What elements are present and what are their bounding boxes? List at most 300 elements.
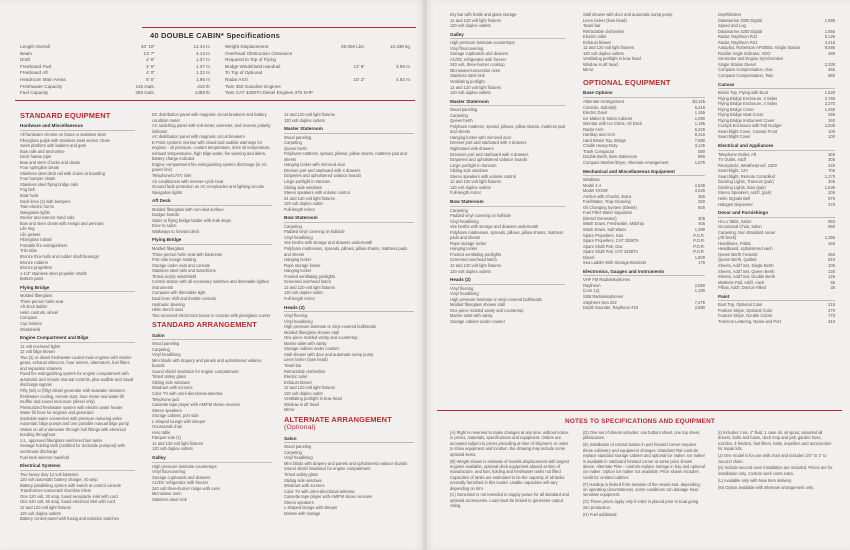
list-item: 120 volt duplex outlet: [284, 290, 323, 296]
list-item: High pressure laminate or vinyl-covered bulkheads: [450, 296, 542, 302]
spec-cell: [325, 84, 365, 91]
spec-row: [225, 57, 415, 64]
list-item: 12 and 120 volt light fixtures: [583, 45, 634, 51]
item-label: Receptacle, Weatherproof, 120V: [718, 162, 778, 168]
list-item: Window in aft head: [583, 61, 618, 67]
standard-equipment-heading: STANDARD EQUIPMENT: [20, 111, 111, 120]
list-item: Battery paralleling system with switch at control console: [20, 482, 122, 488]
list-item: Stainless steel deck rail with chairs at boarding: [20, 170, 105, 176]
aft-deck-list: [152, 207, 272, 235]
list-item: Padded vinyl covering on hullside: [450, 213, 511, 219]
spec-cell: Draft: [20, 57, 30, 63]
list-item: Storage cupboards and drawers: [450, 51, 509, 57]
list-item: Microwave oven: [152, 491, 182, 497]
list-item: 120 volt duplex outlets: [583, 50, 624, 56]
item-price: 1,390: [694, 227, 705, 232]
item-price: 1,155: [694, 110, 705, 116]
list-item: Carpeting: [450, 112, 468, 118]
item-label: Bimini Top, Flying with Boot: [718, 90, 768, 96]
item-label: Flying Bridge Enclosure, 4 Sides: [718, 101, 778, 107]
list-item: Air conditioners with reverse-cycle heat: [152, 178, 224, 184]
list-item: Fiberglass rubrail: [20, 237, 52, 243]
spec-row: [20, 44, 220, 51]
item-price: P.O.R.: [693, 243, 705, 249]
spec-row: [20, 70, 220, 77]
optional-column-5: [583, 12, 705, 311]
flying-bridge-list-2: [152, 246, 272, 318]
item-label: Depth Sounder, Raytheon #10: [583, 305, 639, 311]
notes-column-1: [450, 430, 570, 510]
item-price: 465: [698, 221, 705, 227]
list-item: Vinyl headlining: [450, 291, 479, 297]
item-label: Raytheon: [583, 282, 601, 288]
list-item: Water fill hose for engines and generator: [20, 410, 94, 416]
list-item: Bronze propellers: [20, 265, 53, 271]
item-price: P.O.R.: [693, 232, 705, 238]
electrical-continued-list: [152, 112, 272, 195]
note-paragraph: (M) Option available with alternate arrangement only.: [718, 484, 814, 490]
list-item: Electric toilet: [583, 34, 607, 40]
spec-cell: 13,438 kg: [389, 44, 410, 49]
item-price: 175: [698, 260, 705, 266]
list-item: Tinted safety glass: [152, 374, 186, 380]
list-item: Telephone/CATV inlet: [152, 173, 192, 179]
item-label: Ice Maker in Salon Cabinet: [583, 115, 633, 121]
base-options-list: [583, 99, 705, 166]
list-item: Retractable clothesline: [284, 368, 326, 374]
item-price: 305: [698, 215, 705, 221]
item-price: 305: [828, 157, 835, 163]
item-price: 3,270: [824, 101, 835, 107]
spec-cell: Twin CAT 3208TA Diesel Engines 375 SHP: [225, 90, 313, 96]
item-price: 845: [698, 204, 705, 210]
priced-item: [583, 260, 705, 266]
list-item: 12 and 120 volt light fixtures: [152, 440, 203, 446]
list-item: DC distribution panel with magnetic circuit breakers and battery condition meter: [152, 112, 267, 123]
item-price: 570: [828, 195, 835, 201]
list-item: Fiberglass pulpit with stainless steel anchor chute: [20, 137, 110, 143]
list-item: Door to salon: [152, 223, 177, 229]
list-item: Electric toilet: [284, 374, 308, 380]
item-price: 4,415: [824, 39, 835, 45]
list-item: Linen locker (bow head): [284, 357, 328, 363]
spec-cell: To Top of Optional: [225, 70, 262, 76]
list-item: Bow and stern cleats with ensign and pennant: [20, 220, 104, 226]
item-price: 850: [828, 218, 835, 224]
note-paragraph: (A) Right is reserved to make changes at any time, without notice, in prices, materials, specifications and equipment. Orders are accepted subject to prices prevailing at time of shipment. In order to show equipment and location, the drawing may include some optional items.: [450, 430, 570, 457]
item-label: Datamarine 3200 Digital: [718, 28, 762, 34]
item-price: 270: [828, 201, 835, 207]
list-item: Vinyl headlining: [284, 455, 313, 461]
item-price: 1,090: [694, 115, 705, 121]
spec-row: [20, 77, 220, 84]
item-label: Flying Bridge Enclosure, 3 Sides: [718, 95, 778, 101]
list-item: Towel bar: [284, 362, 302, 368]
item-label: Hardtop and Arch: [583, 132, 615, 138]
engine-list: [20, 344, 135, 460]
item-label: Flying Bridge Cover: [718, 106, 754, 112]
item-price: 100: [828, 128, 835, 134]
item-price: 165: [828, 240, 835, 246]
item-price: 265: [828, 151, 835, 157]
item-label: TV Outlet, Add'l: [718, 157, 747, 163]
list-item: Wood paneling: [284, 444, 312, 450]
list-item: Fifty (50) or (fifty) diesel generator with seawater strainers, freshwater cooling, remote start, hour meter and water lift muffler and sound enclosure (diesel only): [20, 388, 126, 405]
list-item: Vinyl headlining: [152, 352, 181, 358]
alt-galley-list: [450, 40, 565, 95]
list-item: Vinyl headlining: [284, 234, 313, 240]
note-paragraph: (K) Include second oven installation are included. Prices are for installation only. Custom work costs extra.: [718, 465, 833, 476]
spec-cell: 4' 6": [146, 63, 155, 69]
alt-heads-list: [450, 286, 565, 325]
item-label: Autopilot, Robertson AP200DL-Single Station: [718, 45, 801, 51]
item-price: 890: [698, 154, 705, 160]
item-price: 270: [828, 307, 835, 313]
spec-cell: Required to Top of Flying: [225, 57, 276, 63]
item-price: 305: [828, 179, 835, 185]
standard-equipment-column: [20, 112, 135, 522]
list-item: One piece molded vanity and countertop: [284, 335, 358, 341]
spec-cell: 29,600 Lbs.: [340, 44, 365, 49]
item-label: Spare Propellers, Gas: [583, 232, 624, 238]
list-item: Sewage holding tank (certified for dockside pumpout) with overboard discharge: [20, 443, 125, 455]
item-label: Transom Lettering, Name and Port: [718, 318, 781, 324]
item-price: 1,260: [824, 106, 835, 112]
item-label: Radar, Raytheon R41: [718, 34, 758, 40]
spec-cell: 1359 ltr: [194, 90, 210, 96]
spec-cell: [325, 51, 365, 58]
alt-galley-heading: Galley: [450, 32, 565, 40]
list-item: Vinyl headlining: [450, 218, 479, 224]
list-item: Dockside water connection with pressure reducing valve: [20, 415, 122, 421]
list-item: Queen berth: [450, 118, 473, 124]
list-item: Bottom paint: [20, 276, 43, 282]
item-price: 265: [698, 193, 705, 199]
list-item: 12 and 120 volt light fixtures: [450, 17, 501, 23]
list-item: 120 volt duplex outlet: [284, 201, 323, 207]
list-item: 12 and 120 volt light fixtures: [450, 179, 501, 185]
item-price: 770: [828, 313, 835, 319]
salon-continued-list: [450, 12, 565, 29]
spec-cell: Bridge Windshield Handrail: [225, 63, 281, 69]
item-label: Searchlight Cover: [718, 134, 751, 140]
item-label: Searchlight, 12V: [718, 168, 749, 174]
list-item: Wood paneling: [450, 107, 478, 113]
list-item: Sound shield insulation for engine compartment: [152, 368, 239, 374]
list-item: All hardware chrome on brass or stainless steel: [20, 131, 107, 137]
spec-table-right: [225, 44, 415, 97]
heads-list: [284, 313, 414, 413]
standard-arrangement-heading: STANDARD ARRANGEMENT: [152, 320, 257, 330]
item-label: Hi-Lo Table, Salon: [718, 218, 752, 224]
list-item: Nightstand with drawers: [450, 146, 494, 152]
item-price: 215: [828, 302, 835, 308]
list-item: Storage cabinet under counter: [450, 318, 506, 324]
item-label: Telephone Outlet, Aft: [718, 151, 757, 157]
list-item: Dinette with storage: [284, 510, 321, 516]
list-item: Sliding side windows: [284, 477, 322, 483]
list-item: Marine toilet with vanity: [450, 313, 493, 319]
item-label: Docking Lights, Transom (pair): [718, 179, 774, 185]
spec-cell: [325, 57, 365, 64]
item-label: Headliners, Fabric: [718, 240, 752, 246]
list-item: Screened overhead hatch: [450, 257, 497, 263]
spec-cell: 359 Gals.: [135, 90, 155, 96]
spec-row: [225, 51, 415, 58]
list-item: Draperies and upholstered valance boards: [450, 157, 528, 163]
list-item: Hanging locker: [450, 246, 478, 252]
list-item: Exhaust blower: [284, 379, 312, 385]
list-item: Vee berths with storage and drawers underneath: [450, 224, 539, 230]
list-item: 120 volt duplex outlets: [20, 510, 61, 516]
note-paragraph: (C) Generator is not intended to supply power for all standard and optional accessories. Load must be limited to generator output rating.: [450, 492, 570, 509]
item-price: 205: [828, 190, 835, 196]
item-label: Queen Berth Forward: [718, 251, 758, 257]
item-label: SSB Radiotelephones: [583, 294, 624, 300]
list-item: Bow rails and anchorline: [20, 148, 65, 154]
paint-heading: Paint: [718, 294, 835, 302]
item-label: Sheets, Add'l Set, Double Berth: [718, 274, 776, 280]
list-item: Dock lines (2) with bumpers: [20, 198, 71, 204]
list-item: Trim tabs: [20, 248, 37, 254]
item-label: Sea Ladder With Storage Brackets: [583, 260, 647, 266]
list-item: Mini blinds with drapery and panels and upholstered valance boards: [284, 460, 408, 466]
item-label: Model XXOW: [583, 188, 608, 194]
list-item: Fixed fire extinguishing system for engine compartment with automatic and remote manual controls, plus audible and visual discharge signals: [20, 371, 134, 388]
item-price: 465: [828, 67, 835, 73]
note-paragraph: (E) Installation of control station in port forward corner requires these cabinetry and equipment changes: Standard Flat controls replace standard storage cabinet and optional ice maker. Ice maker is available in starboard forward corner at same price shown above. Alternate Plan - controls replace storage in bay and optional ice maker. Option ice maker not available. Price shown includes credit for omitted cabinet.: [583, 442, 705, 480]
electrical-list: [20, 472, 135, 522]
list-item: Tinted acrylic windshield: [152, 273, 197, 279]
list-item: Marine toilet with vanity: [284, 340, 327, 346]
spec-row: [20, 84, 220, 91]
list-item: Windshield: [20, 326, 41, 332]
item-label: Helm Signals Bell: [718, 195, 751, 201]
list-item: Screened overhead hatch: [284, 279, 331, 285]
item-price: 160: [828, 117, 835, 123]
list-item: Helm bench seat: [152, 307, 183, 313]
item-label: Wet Bar with Ice Chest, Aft Deck: [583, 121, 643, 127]
spec-cell: Twin 350 Gasoline Engines: [225, 83, 281, 89]
list-item: E-Point systems monitor with visual and audible warnings for engines - oil pressure, coolant temperature, drive oil temperature, exhaust temperatures, high bilge water, fire warning and alarm, battery charge indicator: [152, 139, 271, 162]
item-price: 295: [828, 112, 835, 118]
item-label: Hard Bimini Top, Bridge: [583, 137, 626, 143]
list-item: Storage cabinet under counter: [284, 346, 340, 352]
item-price: 130: [828, 268, 835, 274]
list-item: 120 volt duplex outlet: [284, 390, 323, 396]
item-price: 1,635: [824, 184, 835, 190]
item-price: 8,125: [824, 34, 835, 40]
item-label: Diesel: [583, 254, 595, 260]
spec-cell: 1.37 m: [195, 57, 210, 63]
priced-item: [718, 73, 835, 79]
list-item: Vinyl flooring: [284, 313, 308, 319]
item-label: Boot Top, Optional Color: [718, 302, 763, 308]
list-item: Swim platform with ladders and gate: [20, 143, 86, 149]
flying-bridge-heading: Flying Bridge: [20, 285, 135, 293]
list-item: Stainless steel rails and stanchions: [152, 268, 216, 274]
spec-cell: [365, 70, 410, 77]
item-label: Flying Bridge Seat Cover: [718, 112, 764, 118]
list-item: Vinyl floorcovering: [152, 469, 186, 475]
spec-row: [225, 64, 415, 71]
spec-cell: Freeboard Aft: [20, 70, 48, 76]
aft-deck-heading: Aft Deck: [152, 198, 272, 206]
spec-cell: 40' 10": [140, 44, 155, 49]
item-label: Compass Compensation, Gas: [718, 67, 773, 73]
item-price: 580: [698, 148, 705, 154]
priced-item: [583, 305, 705, 311]
spec-cell: Headroom Main Areas: [20, 76, 66, 82]
item-price: 1,995: [824, 17, 835, 23]
spec-cell: 15' 2": [353, 76, 365, 82]
electronics-list: [583, 277, 705, 310]
item-label: Fuel Filter Water Separator: [583, 210, 633, 216]
spec-cell: Overhead Obstruction Clearance: [225, 50, 293, 56]
list-item: 12 and 120 volt light fixtures: [20, 504, 71, 510]
item-price: P.O.R.: [693, 249, 705, 255]
item-price: 7,275: [694, 299, 705, 305]
item-label: Electric Davit: [583, 110, 607, 116]
mechanical-heading: Mechanical and Miscellaneous Equipment: [583, 169, 705, 177]
list-item: 12 and 120 volt light fixtures: [450, 262, 501, 268]
heads-heading: Heads (2): [284, 305, 414, 313]
list-item: Ventilating portlight: [450, 79, 485, 85]
alternate-arrangement-subtitle: (Optional): [284, 424, 316, 432]
list-item: Hanging locker: [284, 268, 312, 274]
list-item: Large portlight in transom: [450, 162, 497, 168]
center-fold: [423, 0, 427, 550]
list-item: Navigation lights: [20, 209, 51, 215]
item-price: 6,415: [694, 104, 705, 110]
spec-cell: 1.22 m: [195, 70, 210, 76]
item-price: 1,255: [824, 235, 835, 241]
list-item: Three person helm seat with backrests: [152, 251, 223, 257]
list-item: 120 volt duplex outlets: [450, 23, 491, 29]
list-item: Hydraulic steering: [152, 301, 185, 307]
electrical-appliances-list: [718, 152, 835, 207]
item-label: Radar, Raytheon R21: [718, 39, 758, 45]
item-label: Speed and Log: [718, 23, 746, 29]
list-item: 120 volt duplex outlets: [450, 268, 491, 274]
list-item: Storage cupboards and drawers: [152, 474, 211, 480]
note-paragraph: (J) One model is for use with chair and includes 3/4" to 1" to Jacuzzi chain.: [718, 453, 827, 464]
spec-cell: [365, 51, 410, 58]
item-price: $3,145: [692, 98, 705, 104]
item-label: Oil Changing System (Diesel): [583, 204, 637, 210]
item-price: 450: [828, 251, 835, 257]
list-item: Carpeting: [284, 223, 302, 229]
item-label: Alternate Arrangement: [583, 98, 624, 104]
list-item: Mirror: [284, 407, 295, 413]
spec-row: [20, 90, 220, 97]
list-item: Fog bell: [20, 187, 35, 193]
list-item: Vinyl flooring: [450, 285, 474, 291]
galley-continued-list: [284, 112, 414, 123]
master-stateroom-list: [284, 135, 414, 213]
standard-column-2: [152, 112, 272, 502]
list-item: 24 and 120 volt light fixtures: [284, 195, 335, 201]
list-item: U.L. approved fiberglass reinforced fuel tanks: [20, 437, 103, 443]
list-item: Bow and stern chocks and cleats: [20, 159, 80, 165]
item-label: Spare Shaft Pair, Gas: [583, 243, 623, 249]
item-price: 3,145: [694, 143, 705, 149]
bow-stateroom-list: [284, 224, 414, 302]
list-item: Hanging locker: [284, 257, 312, 263]
item-label: Generator and Engine Synchronizer: [718, 56, 784, 62]
list-item: Color TV with omni-directional antenna: [284, 488, 355, 494]
item-label: Feature Stripe, Optional Color: [718, 307, 773, 313]
item-price: 4,525: [694, 188, 705, 194]
item-label: Trash Compactor: [583, 148, 615, 154]
list-item: Deck hawse pipe: [20, 154, 52, 160]
spec-cell: 1.37 m: [195, 63, 210, 69]
list-item: Cup holders: [20, 321, 43, 326]
item-price: 680: [828, 224, 835, 230]
note-paragraph: (G) These prices apply only if order is placed prior to boat going into production.: [583, 499, 699, 510]
item-price: 65: [830, 279, 835, 285]
list-item: Stereo speakers with volume control: [450, 173, 516, 179]
electrical-heading: Electrical Systems: [20, 463, 135, 471]
list-item: Wood paneling: [152, 341, 180, 347]
spec-bottom-rule: [15, 100, 415, 101]
item-label: Spare Propellers, CAT 3208TA: [583, 238, 639, 244]
list-item: 240 volt three-burner range with oven: [152, 485, 221, 491]
note-paragraph: (L) Available only with New Item delivery.: [718, 477, 793, 483]
galley-heading: Galley: [152, 455, 272, 463]
item-price: 7,880: [694, 137, 705, 143]
list-item: Large portlight in transom: [284, 179, 331, 185]
list-item: Windows with screens: [152, 385, 193, 391]
item-price: 8,315: [694, 132, 705, 138]
list-item: Sound shield insulation for engine compartment: [284, 466, 371, 472]
item-label: (Diesel Generator): [583, 215, 617, 221]
list-item: AC/DC refrigerator with freezer: [450, 56, 507, 62]
spec-cell: [365, 90, 410, 97]
electronics-heading: Electronics, Gauges and Instruments: [583, 269, 705, 277]
flying-bridge-list: [20, 293, 135, 332]
list-item: Four bumper cleats: [20, 176, 56, 182]
alt-master-list: [450, 107, 565, 196]
base-options-heading: Base Options: [583, 90, 705, 98]
item-label: Anchor with Chocks, Extra: [583, 193, 632, 199]
item-price: 1,195: [694, 121, 705, 127]
list-item: Window in aft head: [284, 401, 319, 407]
list-item: 12 and 120 volt light fixtures: [450, 84, 501, 90]
list-item: Carpeting: [284, 140, 302, 146]
list-item: 1-1/4" stainless steel propeller shafts: [20, 270, 87, 276]
list-item: 12 volt enclosed lights: [20, 343, 61, 349]
spec-cell: [365, 57, 410, 64]
list-item: Full-length mirror: [284, 295, 315, 301]
list-item: Stall shower with door and automatic sump pump: [284, 351, 374, 357]
list-item: Ventilating portlight in bow head: [284, 396, 342, 402]
item-label: Windlass: [583, 177, 600, 183]
item-price: 2,535: [694, 182, 705, 188]
item-price: 9,590: [824, 45, 835, 51]
item-label: Stereo Speakers, Add'l, (pair): [718, 190, 772, 196]
spec-row: [225, 70, 415, 77]
priced-item: [718, 202, 835, 208]
item-price: 1,180: [694, 288, 705, 294]
list-item: 12 and 120 volt light fixtures: [284, 112, 335, 117]
note-paragraph: (B) Weight shown is estimate of models displacement with largest engines available, optional deck equipment aboard at time of manufacture, and fuel, holding and freshwater tanks not filled. Capacities of tanks are estimated to be the capacity of all tanks normally furnished in this model. Usable capacities will vary depending on trim.: [450, 458, 569, 491]
note-paragraph: (F) Hardtop is limited from aeration of the vessel and, depending on operating circumstances, some conditions can damage heat-sensitive equipment.: [583, 481, 700, 498]
item-label: (corn 12): [583, 288, 600, 294]
list-item: Frosted ventilating portlights: [284, 273, 336, 279]
list-item: Storage cabinet, port side: [152, 413, 199, 419]
list-item: Mirror: [583, 67, 594, 73]
